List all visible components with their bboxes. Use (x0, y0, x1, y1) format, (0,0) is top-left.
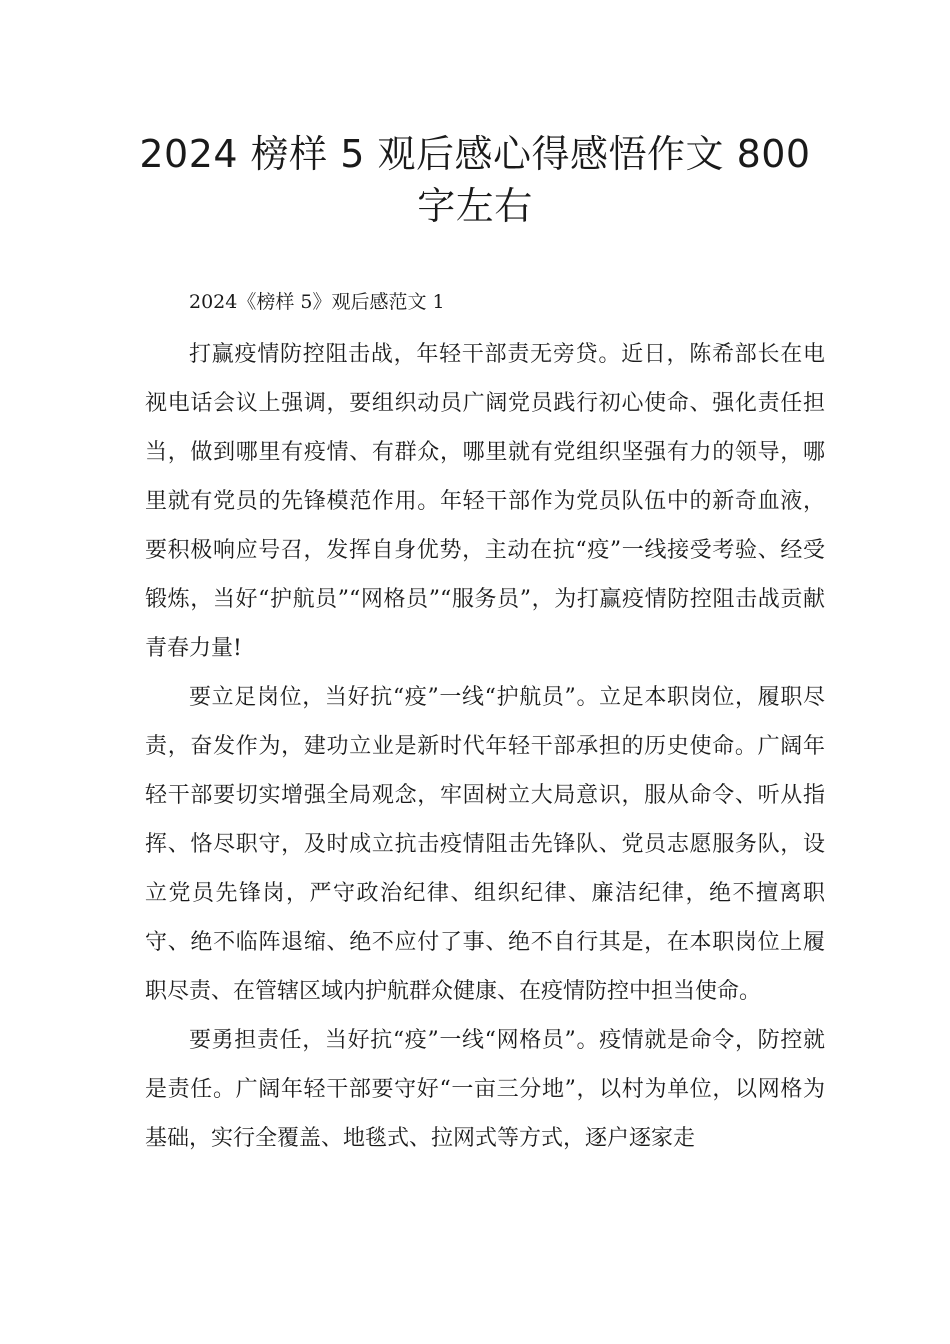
paragraph-3: 要勇担责任，当好抗“疫”一线“网格员”。疫情就是命令，防控就是责任。广阔年轻干部要守好“一亩三分地”，以村为单位，以网格为基础，实行全覆盖、地毯式、拉网式等方式，逐户逐家走 (145, 1028, 825, 1151)
paragraph-1: 打赢疫情防控阻击战，年轻干部责无旁贷。近日，陈希部长在电视电话会议上强调，要组织动员广阔党员践行初心使命、强化责任担当，做到哪里有疫情、有群众，哪里就有党组织坚强有力的领导，哪里就有党员的先锋模范作用。年轻干部作为党员队伍中的新奇血液，要积极响应号召，发挥自身优势，主动在抗“疫”一线接受考验、经受锻炼，当好“护航员”“网格员”“服务员”，为打赢疫情防控阻击战贡献青春力量! (145, 342, 825, 661)
paragraph-2: 要立足岗位，当好抗“疫”一线“护航员”。立足本职岗位，履职尽责，奋发作为，建功立业是新时代年轻干部承担的历史使命。广阔年轻干部要切实增强全局观念，牢固树立大局意识，服从命令、听从指挥、恪尽职守，及时成立抗击疫情阻击先锋队、党员志愿服务队，设立党员先锋岗，严守政治纪律、组织纪律、廉洁纪律，绝不擅离职守、绝不临阵退缩、绝不应付了事、绝不自行其是，在本职岗位上履职尽责、在管辖区域内护航群众健康、在疫情防控中担当使命。 (145, 685, 825, 1004)
section-subtitle: 2024《榜样 5》观后感范文 1 (189, 291, 445, 313)
document-body (145, 280, 825, 1163)
document-title: 2024 榜样 5 观后感心得感悟作文 800 字左右 (139, 132, 811, 228)
